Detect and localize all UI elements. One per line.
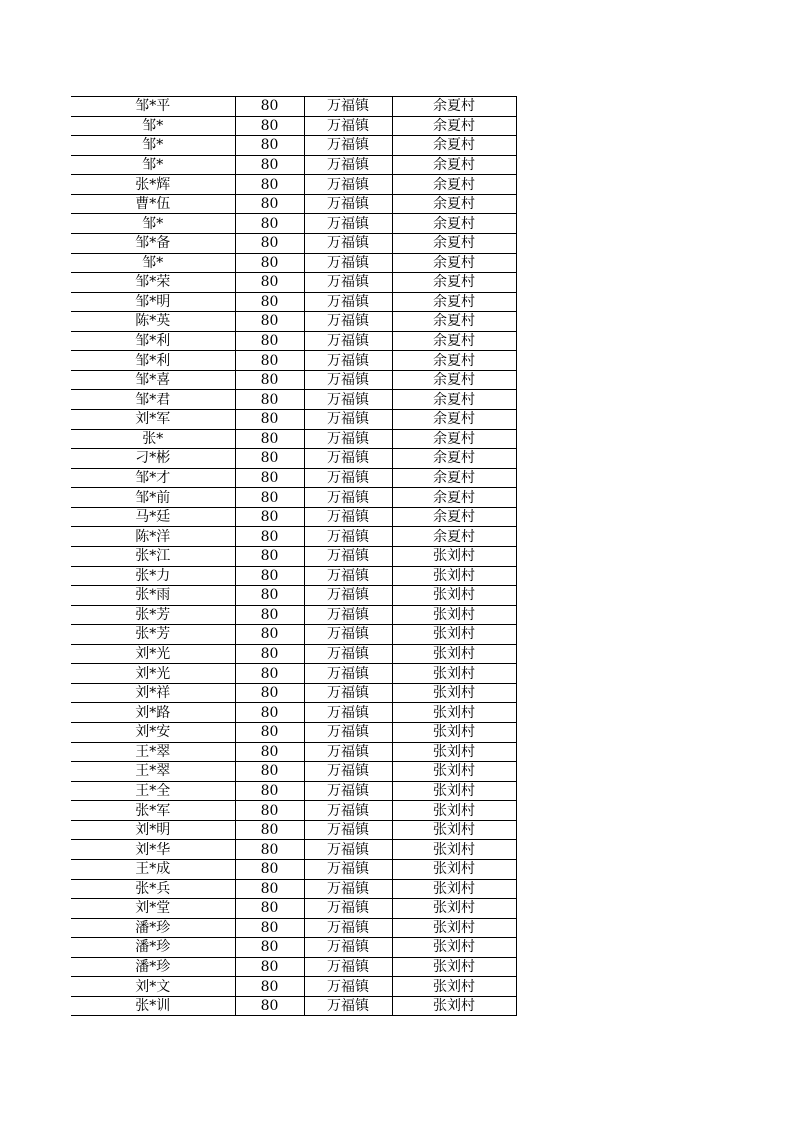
name-cell: 邹* [71,155,235,175]
value-cell: 80 [235,762,304,782]
value-cell: 80 [235,351,304,371]
name-cell: 刘*明 [71,820,235,840]
town-cell: 万福镇 [304,957,392,977]
value-cell: 80 [235,331,304,351]
town-cell: 万福镇 [304,214,392,234]
town-cell: 万福镇 [304,253,392,273]
spreadsheet-page [71,96,517,1016]
village-cell: 张刘村 [392,723,516,743]
name-cell: 邹*喜 [71,370,235,390]
name-cell: 刘*文 [71,977,235,997]
table-row [71,879,516,899]
table-row [71,292,516,312]
village-cell: 余夏村 [392,390,516,410]
table-row [71,938,516,958]
name-cell: 张*雨 [71,586,235,606]
village-cell: 张刘村 [392,644,516,664]
table-row [71,527,516,547]
village-cell: 张刘村 [392,546,516,566]
table-row [71,175,516,195]
town-cell: 万福镇 [304,840,392,860]
village-cell: 余夏村 [392,136,516,156]
village-cell: 张刘村 [392,859,516,879]
table-row [71,957,516,977]
value-cell: 80 [235,429,304,449]
data-table [71,96,517,1016]
village-cell: 余夏村 [392,449,516,469]
table-row [71,136,516,156]
village-cell: 余夏村 [392,273,516,293]
town-cell: 万福镇 [304,312,392,332]
value-cell: 80 [235,136,304,156]
town-cell: 万福镇 [304,331,392,351]
village-cell: 余夏村 [392,312,516,332]
village-cell: 张刘村 [392,977,516,997]
table-row [71,683,516,703]
village-cell: 余夏村 [392,468,516,488]
town-cell: 万福镇 [304,527,392,547]
name-cell: 潘*珍 [71,957,235,977]
table-row [71,820,516,840]
table-row [71,410,516,430]
table-row [71,801,516,821]
town-cell: 万福镇 [304,488,392,508]
table-row [71,625,516,645]
village-cell: 张刘村 [392,957,516,977]
town-cell: 万福镇 [304,351,392,371]
name-cell: 刁*彬 [71,449,235,469]
village-cell: 张刘村 [392,605,516,625]
village-cell: 张刘村 [392,820,516,840]
town-cell: 万福镇 [304,938,392,958]
table-row [71,116,516,136]
value-cell: 80 [235,801,304,821]
value-cell: 80 [235,97,304,117]
village-cell: 张刘村 [392,703,516,723]
village-cell: 张刘村 [392,918,516,938]
village-cell: 张刘村 [392,742,516,762]
table-row [71,312,516,332]
village-cell: 余夏村 [392,116,516,136]
town-cell: 万福镇 [304,468,392,488]
name-cell: 陈*洋 [71,527,235,547]
name-cell: 张*训 [71,996,235,1016]
value-cell: 80 [235,214,304,234]
table-row [71,546,516,566]
name-cell: 刘*光 [71,644,235,664]
value-cell: 80 [235,410,304,430]
table-row [71,899,516,919]
name-cell: 刘*军 [71,410,235,430]
town-cell: 万福镇 [304,605,392,625]
name-cell: 王*翠 [71,742,235,762]
value-cell: 80 [235,703,304,723]
village-cell: 余夏村 [392,331,516,351]
value-cell: 80 [235,957,304,977]
name-cell: 邹* [71,253,235,273]
town-cell: 万福镇 [304,996,392,1016]
village-cell: 余夏村 [392,410,516,430]
value-cell: 80 [235,566,304,586]
name-cell: 刘*安 [71,723,235,743]
value-cell: 80 [235,742,304,762]
name-cell: 邹* [71,136,235,156]
town-cell: 万福镇 [304,820,392,840]
table-row [71,664,516,684]
town-cell: 万福镇 [304,703,392,723]
name-cell: 邹*利 [71,351,235,371]
name-cell: 邹*前 [71,488,235,508]
town-cell: 万福镇 [304,116,392,136]
name-cell: 刘*华 [71,840,235,860]
town-cell: 万福镇 [304,899,392,919]
value-cell: 80 [235,449,304,469]
name-cell: 马*廷 [71,507,235,527]
table-row [71,233,516,253]
value-cell: 80 [235,938,304,958]
name-cell: 邹*才 [71,468,235,488]
village-cell: 张刘村 [392,566,516,586]
town-cell: 万福镇 [304,136,392,156]
town-cell: 万福镇 [304,879,392,899]
village-cell: 张刘村 [392,664,516,684]
table-row [71,488,516,508]
value-cell: 80 [235,605,304,625]
table-body [71,97,516,1016]
name-cell: 邹* [71,214,235,234]
name-cell: 曹*伍 [71,194,235,214]
name-cell: 潘*珍 [71,918,235,938]
value-cell: 80 [235,977,304,997]
name-cell: 邹*荣 [71,273,235,293]
table-row [71,859,516,879]
town-cell: 万福镇 [304,683,392,703]
table-row [71,97,516,117]
town-cell: 万福镇 [304,644,392,664]
town-cell: 万福镇 [304,273,392,293]
name-cell: 张*芳 [71,625,235,645]
village-cell: 余夏村 [392,194,516,214]
town-cell: 万福镇 [304,566,392,586]
table-row [71,644,516,664]
value-cell: 80 [235,899,304,919]
table-row [71,723,516,743]
table-row [71,429,516,449]
town-cell: 万福镇 [304,175,392,195]
name-cell: 刘*路 [71,703,235,723]
table-row [71,566,516,586]
town-cell: 万福镇 [304,977,392,997]
village-cell: 余夏村 [392,155,516,175]
value-cell: 80 [235,155,304,175]
value-cell: 80 [235,879,304,899]
name-cell: 邹*君 [71,390,235,410]
value-cell: 80 [235,488,304,508]
table-row [71,703,516,723]
table-row [71,214,516,234]
village-cell: 余夏村 [392,370,516,390]
village-cell: 张刘村 [392,879,516,899]
table-row [71,194,516,214]
value-cell: 80 [235,918,304,938]
name-cell: 王*全 [71,781,235,801]
name-cell: 张*军 [71,801,235,821]
name-cell: 潘*珍 [71,938,235,958]
name-cell: 张*辉 [71,175,235,195]
village-cell: 余夏村 [392,488,516,508]
town-cell: 万福镇 [304,723,392,743]
village-cell: 张刘村 [392,586,516,606]
table-row [71,742,516,762]
village-cell: 余夏村 [392,233,516,253]
name-cell: 张*力 [71,566,235,586]
value-cell: 80 [235,468,304,488]
village-cell: 张刘村 [392,899,516,919]
table-row [71,370,516,390]
town-cell: 万福镇 [304,370,392,390]
town-cell: 万福镇 [304,625,392,645]
village-cell: 张刘村 [392,938,516,958]
name-cell: 邹*备 [71,233,235,253]
name-cell: 邹*平 [71,97,235,117]
name-cell: 邹*明 [71,292,235,312]
value-cell: 80 [235,546,304,566]
table-row [71,605,516,625]
table-row [71,781,516,801]
value-cell: 80 [235,820,304,840]
value-cell: 80 [235,194,304,214]
town-cell: 万福镇 [304,801,392,821]
table-row [71,155,516,175]
value-cell: 80 [235,370,304,390]
village-cell: 余夏村 [392,97,516,117]
table-row [71,449,516,469]
town-cell: 万福镇 [304,292,392,312]
value-cell: 80 [235,723,304,743]
table-row [71,253,516,273]
town-cell: 万福镇 [304,194,392,214]
table-row [71,273,516,293]
name-cell: 张*芳 [71,605,235,625]
town-cell: 万福镇 [304,97,392,117]
table-row [71,918,516,938]
name-cell: 王*翠 [71,762,235,782]
value-cell: 80 [235,625,304,645]
value-cell: 80 [235,233,304,253]
town-cell: 万福镇 [304,781,392,801]
value-cell: 80 [235,253,304,273]
town-cell: 万福镇 [304,762,392,782]
village-cell: 张刘村 [392,996,516,1016]
table-row [71,840,516,860]
value-cell: 80 [235,840,304,860]
town-cell: 万福镇 [304,664,392,684]
town-cell: 万福镇 [304,429,392,449]
town-cell: 万福镇 [304,546,392,566]
table-row [71,586,516,606]
name-cell: 张* [71,429,235,449]
village-cell: 余夏村 [392,292,516,312]
village-cell: 余夏村 [392,351,516,371]
town-cell: 万福镇 [304,390,392,410]
value-cell: 80 [235,996,304,1016]
table-row [71,331,516,351]
town-cell: 万福镇 [304,859,392,879]
value-cell: 80 [235,683,304,703]
name-cell: 刘*堂 [71,899,235,919]
value-cell: 80 [235,273,304,293]
name-cell: 王*成 [71,859,235,879]
name-cell: 邹*利 [71,331,235,351]
village-cell: 余夏村 [392,175,516,195]
value-cell: 80 [235,781,304,801]
village-cell: 张刘村 [392,801,516,821]
value-cell: 80 [235,507,304,527]
village-cell: 张刘村 [392,625,516,645]
village-cell: 余夏村 [392,527,516,547]
village-cell: 余夏村 [392,429,516,449]
village-cell: 余夏村 [392,507,516,527]
village-cell: 张刘村 [392,840,516,860]
value-cell: 80 [235,644,304,664]
town-cell: 万福镇 [304,410,392,430]
town-cell: 万福镇 [304,155,392,175]
name-cell: 陈*英 [71,312,235,332]
name-cell: 张*江 [71,546,235,566]
table-row [71,977,516,997]
value-cell: 80 [235,859,304,879]
village-cell: 张刘村 [392,762,516,782]
table-row [71,762,516,782]
value-cell: 80 [235,116,304,136]
village-cell: 余夏村 [392,253,516,273]
table-row [71,390,516,410]
name-cell: 张*兵 [71,879,235,899]
town-cell: 万福镇 [304,918,392,938]
table-row [71,351,516,371]
village-cell: 张刘村 [392,683,516,703]
value-cell: 80 [235,390,304,410]
value-cell: 80 [235,527,304,547]
town-cell: 万福镇 [304,586,392,606]
name-cell: 邹* [71,116,235,136]
value-cell: 80 [235,664,304,684]
name-cell: 刘*光 [71,664,235,684]
village-cell: 余夏村 [392,214,516,234]
table-row [71,468,516,488]
value-cell: 80 [235,586,304,606]
value-cell: 80 [235,175,304,195]
town-cell: 万福镇 [304,233,392,253]
value-cell: 80 [235,292,304,312]
value-cell: 80 [235,312,304,332]
town-cell: 万福镇 [304,507,392,527]
name-cell: 刘*祥 [71,683,235,703]
table-row [71,996,516,1016]
town-cell: 万福镇 [304,449,392,469]
town-cell: 万福镇 [304,742,392,762]
village-cell: 张刘村 [392,781,516,801]
table-row [71,507,516,527]
